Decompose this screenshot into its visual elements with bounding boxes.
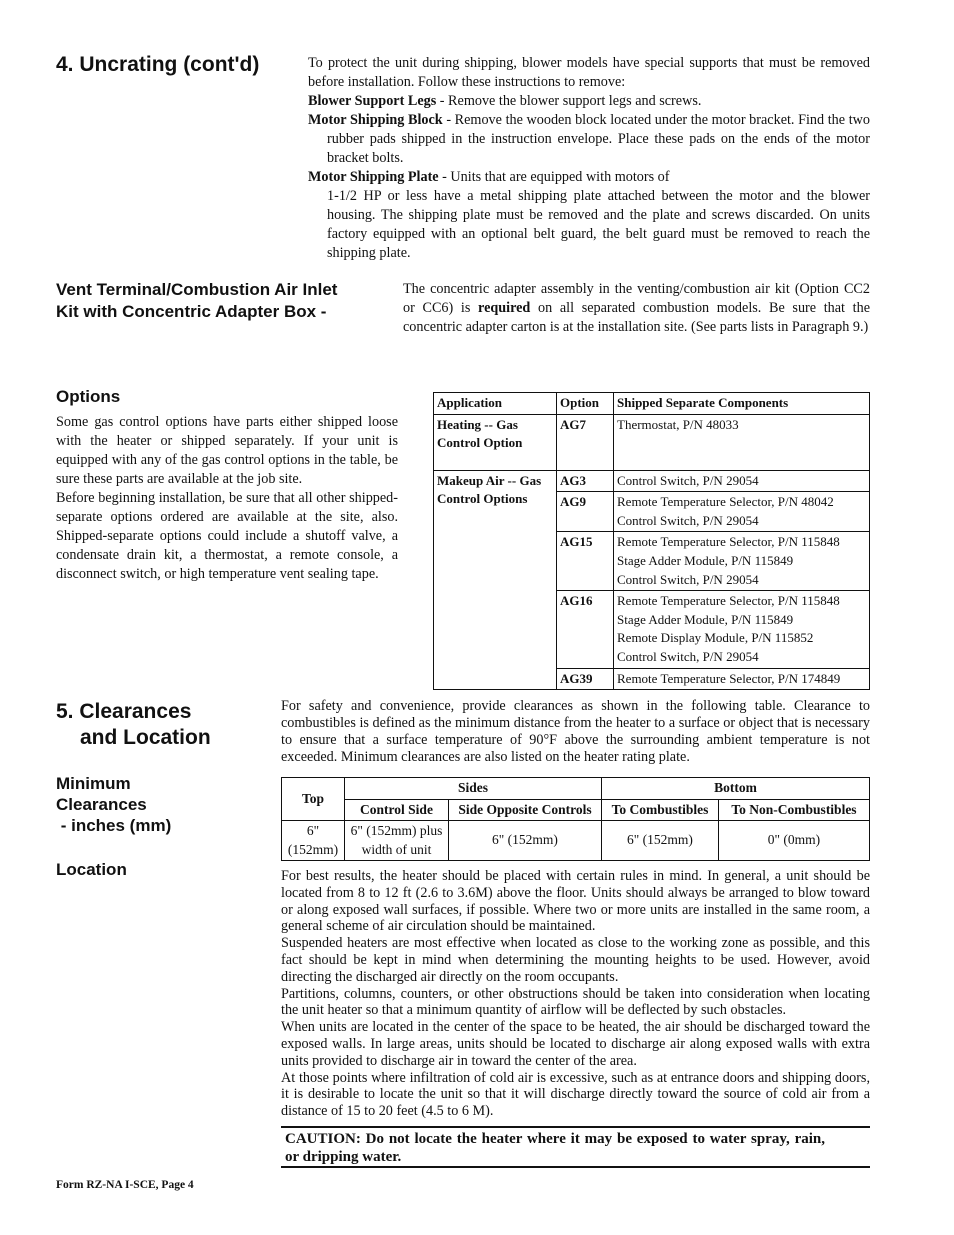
page-footer: Form RZ-NA I-SCE, Page 4 bbox=[56, 1179, 194, 1191]
options-text bbox=[56, 413, 398, 584]
value-top: 6" (152mm) bbox=[282, 821, 345, 861]
options-title: Options bbox=[56, 387, 121, 406]
app-makeup-air: Makeup Air -- Gas Control Options bbox=[434, 470, 557, 690]
option-code: AG7 bbox=[557, 414, 614, 470]
components-cell: Remote Temperature Selector, P/N 174849 bbox=[614, 668, 870, 690]
uncrating-intro: To protect the unit during shipping, blower models have special supports that must be removed before installation. Follow these instructions to remove: bbox=[308, 55, 870, 90]
option-code: AG3 bbox=[557, 470, 614, 492]
header-bottom: Bottom bbox=[602, 778, 870, 800]
option-code: AG15 bbox=[557, 532, 614, 591]
header-control-side: Control Side bbox=[345, 799, 449, 821]
components-cell: Remote Temperature Selector, P/N 115848 Stage Adder Module, P/N 115849 Control Switch, P/N 29054 bbox=[614, 532, 870, 591]
components-cell: Remote Temperature Selector, P/N 115848 Stage Adder Module, P/N 115849 Remote Display Module, P/N 115852 Control Switch, P/N 29054 bbox=[614, 591, 870, 668]
location-title: Location bbox=[56, 860, 127, 879]
header-to-combustibles: To Combustibles bbox=[602, 799, 719, 821]
caution-text: CAUTION: Do not locate the heater where it may be exposed to water spray, rain, or dripping water. bbox=[285, 1131, 825, 1165]
caution-top-rule bbox=[281, 1126, 870, 1128]
clearances-intro: For safety and convenience, provide clearances as shown in the following table. Clearance to combustibles is defined as the minimum distance from the heater to a surface or object that is necessary to ensure that a surface temperature of 90°F above the surrounding ambient temperature is not exceeded. Minimum clearances are also listed on the heater rating plate. bbox=[281, 698, 870, 765]
vent-terminal-title: Vent Terminal/Combustion Air Inlet Kit with Concentric Adapter Box - bbox=[56, 280, 338, 321]
value-side-opposite: 6" (152mm) bbox=[449, 821, 602, 861]
location-paragraph-3: Partitions, columns, counters, or other obstructions should be taken into consideration when locating the unit heater so that a minimum quantity of airflow will be deflected by such obstacles. bbox=[281, 985, 870, 1019]
value-to-combustibles: 6" (152mm) bbox=[602, 821, 719, 861]
vent-terminal-text: The concentric adapter assembly in the venting/combustion air kit (Option CC2 or CC6) is required on all separated combustion models. Be sure that the concentric adapter carton is at the installation site. (See parts lists in Paragraph 9.) bbox=[403, 281, 870, 335]
location-paragraph-2: Suspended heaters are most effective when located as close to the working zone as possible, and this fact should be kept in mind when determining the mounting heights to be used. However, avoid directing the discharged air directly on the room occupants. bbox=[281, 935, 870, 985]
components-cell: Control Switch, P/N 29054 bbox=[614, 470, 870, 492]
options-paragraph-2: Before beginning installation, be sure that all other shipped-separate options ordered are available at the site, also. Shipped-separate options could include a shutoff valve, a condensate drain kit, a thermostat, a remote console, a disconnect switch, or high temperature vent sealing tape. bbox=[56, 490, 398, 582]
caution-bottom-rule bbox=[281, 1166, 870, 1168]
value-to-non-combustibles: 0" (0mm) bbox=[719, 821, 870, 861]
components-cell: Thermostat, P/N 48033 bbox=[614, 414, 870, 470]
app-heating: Heating -- Gas Control Option bbox=[434, 414, 557, 470]
header-application: Application bbox=[434, 393, 557, 415]
option-code: AG39 bbox=[557, 668, 614, 690]
motor-shipping-plate-continuation: 1-1/2 HP or less have a metal shipping plate attached between the motor and the blower housing. The shipping plate must be removed and the plate and screws discarded. On units factory equipped with an optional belt guard, the belt guard must be removed to reach the shipping plate. bbox=[327, 188, 870, 261]
location-paragraph-1: For best results, the heater should be placed with certain rules in mind. In general, a unit should be located from 8 to 12 ft (2.6 to 3.6M) above the floor. Units should always be arranged to blow toward or along exposed wall surfaces, if possible. Where two or more units are installed in the same room, a general scheme of air circulation should be maintained. bbox=[281, 868, 870, 935]
header-sides: Sides bbox=[345, 778, 602, 800]
option-code: AG16 bbox=[557, 591, 614, 668]
header-top: Top bbox=[282, 778, 345, 821]
location-paragraph-4: When units are located in the center of the space to be heated, the air should be discharged toward the exposed walls. In large areas, units should be located to discharge air along exposed walls with extra units provided to discharge air in toward the center of the area. bbox=[281, 1019, 870, 1069]
motor-shipping-block-item: Motor Shipping Block - Remove the wooden block located under the motor bracket. Find the two rubber pads shipped in the instruction envelope. Place these pads on the ends of the motor bracket bolts. bbox=[308, 112, 870, 166]
section-4-body bbox=[308, 54, 870, 263]
components-cell: Remote Temperature Selector, P/N 48042 Control Switch, P/N 29054 bbox=[614, 492, 870, 532]
options-paragraph-1: Some gas control options have parts either shipped loose with the heater or shipped separately. If your unit is equipped with any of the gas control options in the table, be sure these parts are available at the job site. bbox=[56, 414, 398, 487]
location-paragraph-5: At those points where infiltration of cold air is excessive, such as at entrance doors and shipping doors, it is desirable to locate the unit so that it will discharge directly toward the source of cold air from a distance of 15 to 20 feet (4.5 to 6 M). bbox=[281, 1069, 870, 1120]
value-control-side: 6" (152mm) plus width of unit bbox=[345, 821, 449, 861]
blower-support-legs-item: Blower Support Legs - Remove the blower support legs and screws. bbox=[308, 93, 702, 109]
header-side-opposite-controls: Side Opposite Controls bbox=[449, 799, 602, 821]
gas-options-table bbox=[433, 392, 870, 690]
location-text bbox=[281, 868, 870, 1120]
clearances-table bbox=[281, 777, 870, 861]
motor-shipping-plate-item: Motor Shipping Plate - Units that are equipped with motors of bbox=[308, 169, 670, 185]
section-4-title: 4. Uncrating (cont'd) bbox=[56, 53, 260, 76]
header-to-non-combustibles: To Non-Combustibles bbox=[719, 799, 870, 821]
minimum-clearances-title: Minimum Clearances - inches (mm) bbox=[56, 774, 172, 835]
header-option: Option bbox=[557, 393, 614, 415]
option-code: AG9 bbox=[557, 492, 614, 532]
section-5-title: 5. Clearances and Location bbox=[56, 700, 211, 749]
header-components: Shipped Separate Components bbox=[614, 393, 870, 415]
